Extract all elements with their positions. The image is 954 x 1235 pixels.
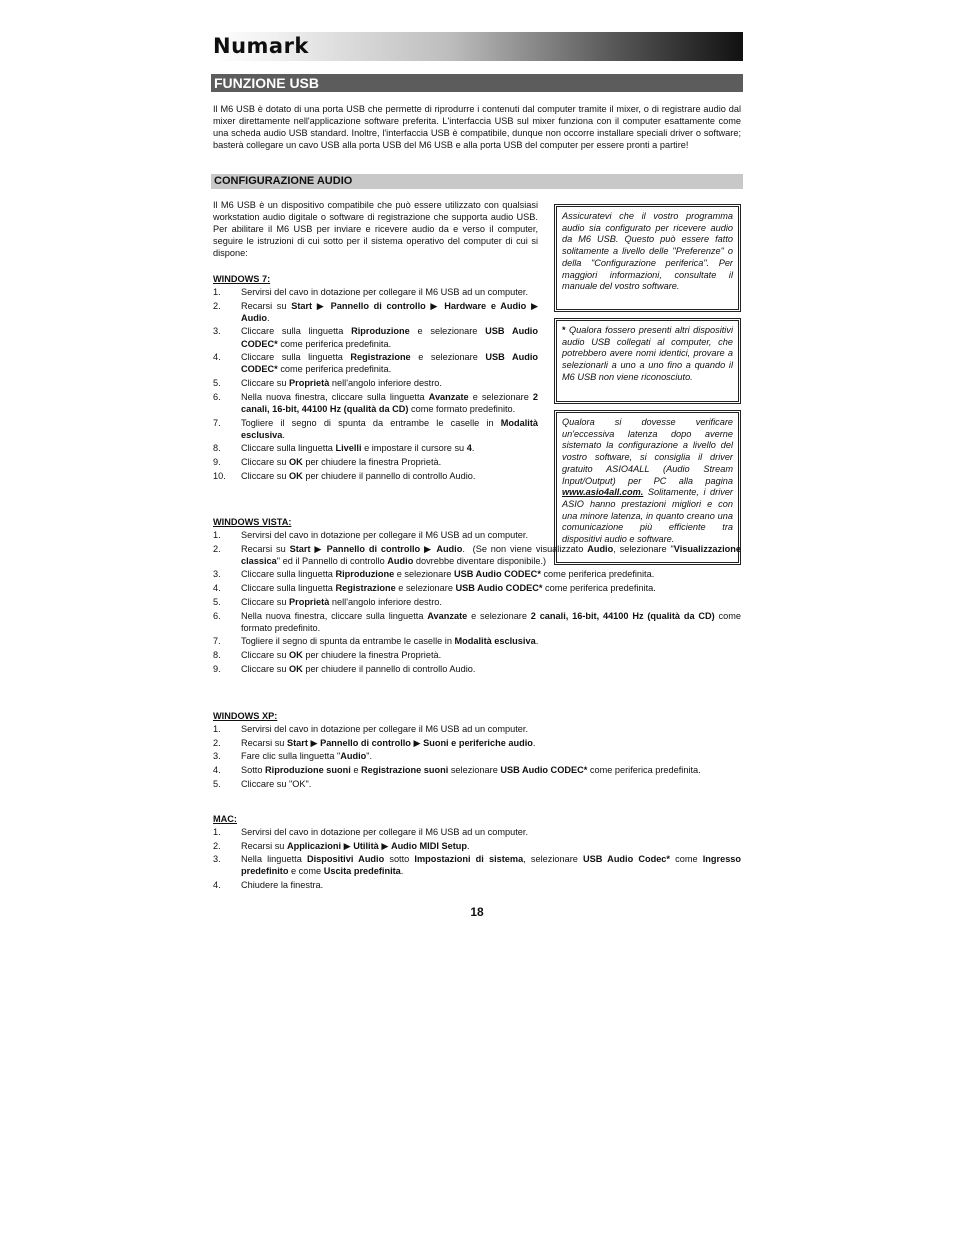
step-text: Recarsi su Applicazioni ▶ Utilità ▶ Audio MIDI Setup. xyxy=(241,840,470,851)
step-text: Cliccare su OK per chiudere il pannello di controllo Audio. xyxy=(241,470,476,481)
step-number: 9. xyxy=(213,456,221,467)
step-text: Fare clic sulla linguetta "Audio". xyxy=(241,751,373,762)
step-item xyxy=(213,377,538,389)
step-number: 3. xyxy=(213,326,221,337)
config-intro-paragraph: Il M6 USB è un dispositivo compatibile che può essere utilizzato con qualsiasi workstation audio digitale o software di registrazione che supporta audio USB. Per abilitare il M6 USB per inviare e ricevere audio da e verso il computer, seguire le istruzioni di cui sotto per il sistema operativo del computer di cui si dispone: xyxy=(213,200,538,259)
step-item xyxy=(213,596,741,608)
step-item xyxy=(213,635,741,647)
step-text: Cliccare su OK per chiudere la finestra Proprietà. xyxy=(241,456,442,467)
step-number: 9. xyxy=(213,663,221,674)
note-multiple-devices-text: Qualora fossero presenti altri dispositivi audio USB collegati al computer, che potrebbero avere nomi identici, provare a selezionarli a uno a uno fino a quando il M6 USB non viene riconosciuto. xyxy=(562,325,733,382)
step-text: Cliccare su "OK". xyxy=(241,778,312,789)
step-item xyxy=(213,529,741,541)
step-text: Cliccare sulla linguetta Livelli e impostare il cursore su 4. xyxy=(241,443,475,454)
note-latency-text-a: Qualora si dovesse verificare un'eccessiva latenza dopo averne sistemato la configurazione a livello del vostro software, si consiglia il driver gratuito ASIO4ALL (Audio Stream Input/Output) per PC alla pagina xyxy=(562,417,733,486)
step-item xyxy=(213,853,741,877)
step-number: 6. xyxy=(213,391,221,402)
step-number: 5. xyxy=(213,778,221,789)
step-number: 6. xyxy=(213,610,221,621)
step-number: 3. xyxy=(213,751,221,762)
intro-paragraph: Il M6 USB è dotato di una porta USB che permette di riprodurre i contenuti dal computer tramite il mixer, o di registrare audio dal mixer direttamente nell'applicazione software preferita. L'interfaccia USB sul mixer funziona con il computer esattamente come una scheda audio USB standard. Inoltre, l'interfaccia USB è compatibile, dunque non occorre installare speciali driver o software; basterà collegare un cavo USB alla porta USB del M6 USB e alla porta USB del computer per essere pronti a partire! xyxy=(213,104,741,151)
step-text: Servirsi del cavo in dotazione per collegare il M6 USB ad un computer. xyxy=(241,530,529,540)
step-number: 7. xyxy=(213,417,221,428)
step-text: Nella linguetta Dispositivi Audio sotto Impostazioni di sistema, selezionare USB Audio Codec* come Ingresso predefinito e come Uscita predefinita. xyxy=(241,854,742,877)
step-item xyxy=(213,582,741,594)
step-number: 4. xyxy=(213,583,221,594)
step-item xyxy=(213,470,538,482)
step-text: Cliccare su Proprietà nell'angolo inferiore destro. xyxy=(241,378,442,389)
step-item xyxy=(213,391,538,415)
step-number: 3. xyxy=(213,854,221,865)
step-item xyxy=(213,543,741,567)
step-text: Cliccare su OK per chiudere la finestra Proprietà. xyxy=(241,650,442,660)
step-number: 4. xyxy=(213,352,221,363)
step-text: Nella nuova finestra, cliccare sulla linguetta Avanzate e selezionare 2 canali, 16-bit, 44100 Hz (qualità da CD) come formato predefinito. xyxy=(241,610,741,633)
step-number: 2. xyxy=(213,840,221,851)
step-number: 8. xyxy=(213,443,221,454)
step-item xyxy=(213,840,741,852)
heading-windows-vista: WINDOWS VISTA: xyxy=(213,517,292,527)
step-number: 1. xyxy=(213,827,221,837)
asio4all-link[interactable]: www.asio4all.com. xyxy=(562,487,644,498)
step-number: 2. xyxy=(213,737,221,748)
step-item xyxy=(213,610,741,634)
step-text: Cliccare sulla linguetta Riproduzione e selezionare USB Audio CODEC* come periferica predefinita. xyxy=(241,326,538,349)
step-text: Cliccare sulla linguetta Registrazione e selezionare USB Audio CODEC* come periferica predefinita. xyxy=(241,352,538,375)
step-number: 7. xyxy=(213,636,221,647)
step-item xyxy=(213,300,538,324)
steps-mac xyxy=(213,826,741,893)
section-subtitle: CONFIGURAZIONE AUDIO xyxy=(211,174,743,189)
step-text: Togliere il segno di spunta da entrambe le caselle in Modalità esclusiva. xyxy=(241,636,539,647)
heading-mac: MAC: xyxy=(213,814,237,824)
step-text: Servirsi del cavo in dotazione per collegare il M6 USB ad un computer. xyxy=(241,827,529,837)
step-number: 5. xyxy=(213,378,221,389)
step-number: 3. xyxy=(213,569,221,580)
heading-windows-xp: WINDOWS XP: xyxy=(213,711,278,721)
steps-windows-xp xyxy=(213,723,741,791)
step-text: Togliere il segno di spunta da entrambe le caselle in Modalità esclusiva. xyxy=(241,417,538,440)
step-text: Recarsi su Start ▶ Pannello di controllo ▶ Hardware e Audio ▶ Audio. xyxy=(241,300,539,323)
step-text: Chiudere la finestra. xyxy=(241,880,324,891)
step-item xyxy=(213,325,538,349)
step-item xyxy=(213,764,741,776)
step-item xyxy=(213,649,741,661)
step-number: 1. xyxy=(213,724,221,734)
note-box-configure xyxy=(554,204,741,312)
numark-logo: Numark xyxy=(213,34,309,58)
step-text: Nella nuova finestra, cliccare sulla linguetta Avanzate e selezionare 2 canali, 16-bit, 44100 Hz (qualità da CD) come formato predefinito. xyxy=(241,391,538,414)
step-number: 10. xyxy=(213,470,226,481)
step-number: 8. xyxy=(213,650,221,660)
note-asterisk: * xyxy=(562,325,566,335)
step-item xyxy=(213,750,741,762)
step-item xyxy=(213,723,741,735)
step-number: 1. xyxy=(213,530,221,540)
step-item xyxy=(213,456,538,468)
page-number: 18 xyxy=(470,905,484,919)
step-item xyxy=(213,568,741,580)
step-number: 2. xyxy=(213,300,221,311)
step-item xyxy=(213,286,538,298)
step-item xyxy=(213,778,741,790)
page-title: FUNZIONE USB xyxy=(211,74,743,92)
step-number: 4. xyxy=(213,765,221,776)
step-text: Servirsi del cavo in dotazione per collegare il M6 USB ad un computer. xyxy=(241,724,529,734)
note-latency-text-b: Solitamente, i driver ASIO hanno prestazioni migliori e con una minore latenza, in quanto creano una comunicazione più efficiente tra dispositivi audio e software. xyxy=(562,487,733,545)
step-number: 1. xyxy=(213,287,221,297)
note-box-multiple-devices xyxy=(554,318,741,404)
steps-windows-vista xyxy=(213,529,741,676)
step-text: Cliccare sulla linguetta Registrazione e selezionare USB Audio CODEC* come periferica predefinita. xyxy=(241,583,656,594)
note-configure-text: Assicuratevi che il vostro programma audio sia configurato per ricevere audio da M6 USB. Questo può essere fatto solitamente a livello delle "Preferenze" o della "Configurazione periferica". Per maggiori informazioni, consultate il manuale del vostro software. xyxy=(562,211,733,292)
step-text: Cliccare sulla linguetta Riproduzione e selezionare USB Audio CODEC* come periferica predefinita. xyxy=(241,569,655,580)
steps-windows-7 xyxy=(213,286,538,483)
step-text: Sotto Riproduzione suoni e Registrazione suoni selezionare USB Audio CODEC* come periferica predefinita. xyxy=(241,765,701,776)
step-item xyxy=(213,879,741,891)
step-text: Cliccare su Proprietà nell'angolo inferiore destro. xyxy=(241,596,442,607)
step-text: Servirsi del cavo in dotazione per collegare il M6 USB ad un computer. xyxy=(241,287,529,297)
step-text: Recarsi su Start ▶ Pannello di controllo ▶ Suoni e periferiche audio. xyxy=(241,737,536,748)
step-text: Recarsi su Start ▶ Pannello di controllo ▶ Audio. (Se non viene visualizzato Audio, selezionare "Visualizzazione classica" ed il Pannello di controllo Audio dovrebbe diventare disponibile.) xyxy=(241,543,742,566)
heading-windows-7: WINDOWS 7: xyxy=(213,274,271,284)
step-text: Cliccare su OK per chiudere il pannello di controllo Audio. xyxy=(241,663,476,674)
step-item xyxy=(213,826,741,838)
step-item xyxy=(213,737,741,749)
step-number: 5. xyxy=(213,596,221,607)
step-number: 2. xyxy=(213,543,221,554)
header-bar xyxy=(211,32,743,61)
step-item xyxy=(213,351,538,375)
step-item xyxy=(213,417,538,441)
step-number: 4. xyxy=(213,880,221,891)
step-item xyxy=(213,442,538,454)
step-item xyxy=(213,663,741,675)
